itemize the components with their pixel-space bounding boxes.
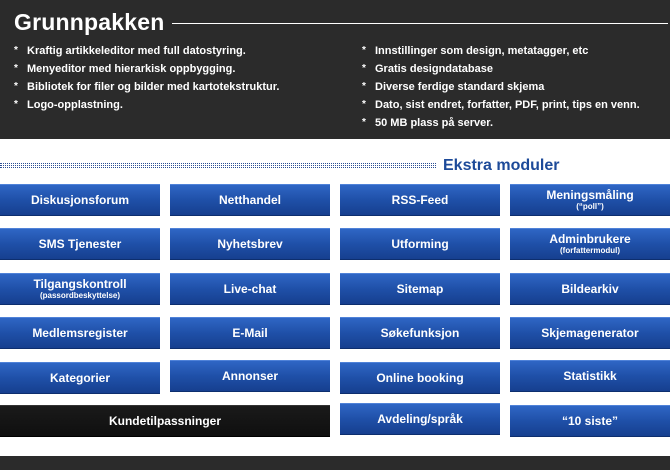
footer-band bbox=[0, 456, 670, 470]
feature-text: Dato, sist endret, forfatter, PDF, print, tips en venn. bbox=[375, 99, 640, 111]
module-button-medlemsregister[interactable] bbox=[0, 317, 160, 349]
module-button-avdeling-sprak[interactable] bbox=[340, 403, 500, 435]
module-button-diskusjonsforum[interactable] bbox=[0, 184, 160, 216]
module-button-tilgangskontroll[interactable] bbox=[0, 273, 160, 305]
feature-item bbox=[362, 96, 640, 114]
star-bullet-icon: * bbox=[14, 45, 18, 56]
feature-item bbox=[362, 78, 640, 96]
module-button-netthandel[interactable] bbox=[170, 184, 330, 216]
feature-text: Gratis designdatabase bbox=[375, 63, 493, 75]
package-title: Grunnpakken bbox=[14, 9, 165, 35]
feature-item bbox=[14, 78, 279, 96]
extras-title: Ekstra moduler bbox=[443, 157, 560, 174]
star-bullet-icon: * bbox=[362, 63, 366, 74]
extras-divider bbox=[0, 163, 436, 168]
module-label: SMS Tjenester bbox=[38, 237, 122, 251]
feature-text: Diverse ferdige standard skjema bbox=[375, 81, 545, 93]
module-label: Online booking bbox=[376, 371, 464, 385]
module-button-statistikk[interactable] bbox=[510, 360, 670, 392]
feature-item bbox=[14, 96, 279, 114]
feature-list-left bbox=[14, 42, 279, 114]
module-label: Skjemagenerator bbox=[541, 326, 639, 340]
module-button-online-booking[interactable] bbox=[340, 362, 500, 394]
module-sublabel: (forfattermodul) bbox=[560, 246, 620, 255]
star-bullet-icon: * bbox=[14, 99, 18, 110]
module-button-sitemap[interactable] bbox=[340, 273, 500, 305]
module-label: Statistikk bbox=[563, 369, 617, 383]
module-button-meningsmaling[interactable] bbox=[510, 184, 670, 216]
module-label: Annonser bbox=[221, 369, 278, 383]
module-button-live-chat[interactable] bbox=[170, 273, 330, 305]
module-label: Bildearkiv bbox=[561, 282, 619, 296]
module-button-e-mail[interactable] bbox=[170, 317, 330, 349]
star-bullet-icon: * bbox=[362, 45, 366, 56]
module-label: Tilgangskontroll bbox=[33, 277, 127, 291]
feature-item bbox=[362, 42, 640, 60]
star-bullet-icon: * bbox=[362, 99, 366, 110]
module-button-utforming[interactable] bbox=[340, 228, 500, 260]
star-bullet-icon: * bbox=[362, 81, 366, 92]
module-button-rss-feed[interactable] bbox=[340, 184, 500, 216]
module-label: Netthandel bbox=[218, 193, 281, 207]
module-label: Sitemap bbox=[396, 282, 444, 296]
module-button-annonser[interactable] bbox=[170, 360, 330, 392]
feature-item bbox=[14, 60, 279, 78]
module-sublabel: (passordbeskyttelse) bbox=[39, 291, 121, 300]
module-button-sokefunksjon[interactable] bbox=[340, 317, 500, 349]
feature-item bbox=[362, 114, 640, 132]
feature-list-right bbox=[362, 42, 640, 132]
module-label: E-Mail bbox=[232, 326, 268, 340]
module-label: Adminbrukere bbox=[549, 232, 631, 246]
module-button-10-siste[interactable] bbox=[510, 405, 670, 437]
module-button-kategorier[interactable] bbox=[0, 362, 160, 394]
module-label: Kategorier bbox=[49, 371, 111, 385]
feature-text: Logo-opplastning. bbox=[27, 99, 123, 111]
feature-text: Innstillinger som design, metatagger, etc bbox=[375, 45, 589, 57]
star-bullet-icon: * bbox=[14, 81, 18, 92]
module-label: Nyhetsbrev bbox=[217, 237, 283, 251]
module-button-bildearkiv[interactable] bbox=[510, 273, 670, 305]
module-label: Live-chat bbox=[223, 282, 277, 296]
star-bullet-icon: * bbox=[14, 63, 18, 74]
module-label: Diskusjonsforum bbox=[30, 193, 129, 207]
module-label: Avdeling/språk bbox=[377, 412, 463, 426]
title-divider bbox=[172, 23, 668, 24]
basic-package-panel bbox=[0, 0, 670, 139]
module-sublabel: (“poll”) bbox=[576, 202, 604, 211]
module-label: Meningsmåling bbox=[546, 188, 634, 202]
module-label: RSS-Feed bbox=[391, 193, 449, 207]
module-label: “10 siste” bbox=[561, 414, 619, 428]
feature-item bbox=[362, 60, 640, 78]
feature-text: 50 MB plass på server. bbox=[375, 117, 494, 129]
module-label: Kundetilpassninger bbox=[108, 414, 221, 428]
feature-item bbox=[14, 42, 279, 60]
module-button-nyhetsbrev[interactable] bbox=[170, 228, 330, 260]
star-bullet-icon: * bbox=[362, 117, 366, 128]
feature-text: Menyeditor med hierarkisk oppbygging. bbox=[27, 63, 236, 75]
module-label: Utforming bbox=[391, 237, 449, 251]
module-label: Medlemsregister bbox=[32, 326, 128, 340]
feature-text: Kraftig artikkeleditor med full datostyring. bbox=[27, 45, 246, 57]
module-label: Søkefunksjon bbox=[380, 326, 460, 340]
module-button-adminbrukere[interactable] bbox=[510, 228, 670, 260]
custom-adaptations-button[interactable] bbox=[0, 405, 330, 437]
feature-text: Bibliotek for filer og bilder med kartotekstruktur. bbox=[27, 81, 280, 93]
module-button-skjemagenerator[interactable] bbox=[510, 317, 670, 349]
module-button-sms-tjenester[interactable] bbox=[0, 228, 160, 260]
